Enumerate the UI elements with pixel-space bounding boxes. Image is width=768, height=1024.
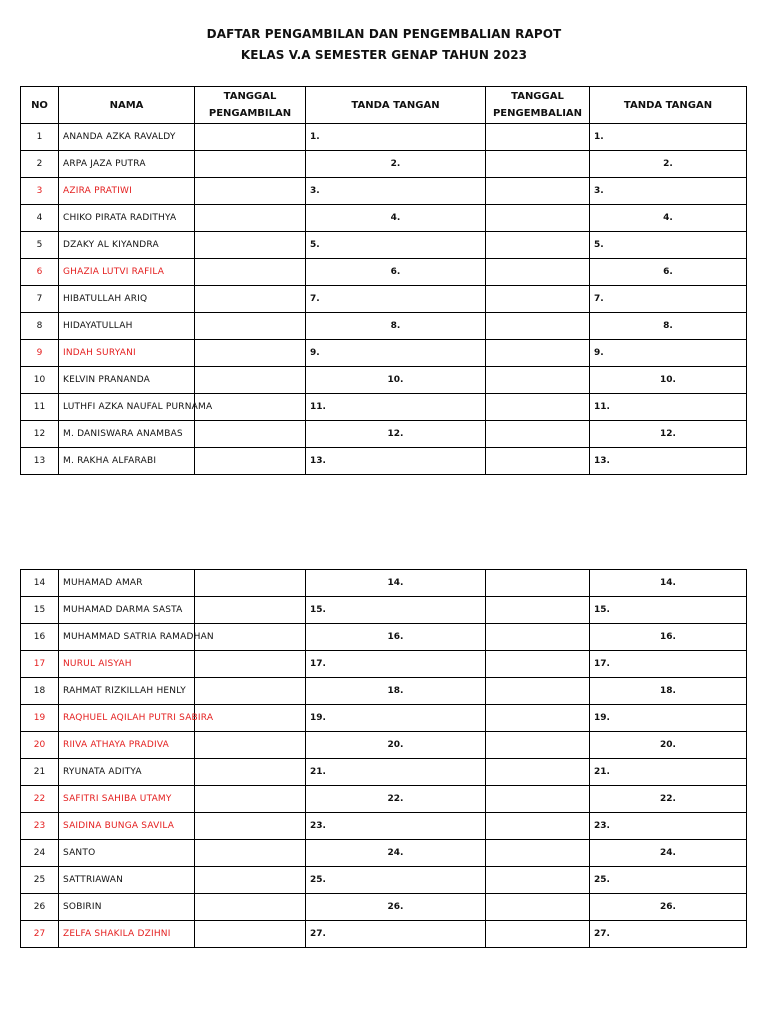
pickup-date-cell: [195, 597, 306, 624]
pickup-signature-cell: 12.: [306, 421, 486, 448]
pickup-signature-cell: 23.: [306, 813, 486, 840]
return-signature-cell: 16.: [590, 624, 747, 651]
table-row: [21, 894, 747, 921]
student-name: DZAKY AL KIYANDRA: [59, 232, 195, 259]
row-number: 19: [21, 705, 59, 732]
return-date-cell: [486, 678, 590, 705]
row-number: 22: [21, 786, 59, 813]
student-name: CHIKO PIRATA RADITHYA: [59, 205, 195, 232]
return-date-cell: [486, 840, 590, 867]
row-number: 3: [21, 178, 59, 205]
return-signature-cell: 23.: [590, 813, 747, 840]
return-signature-cell: 1.: [590, 124, 747, 151]
pickup-signature-cell: 24.: [306, 840, 486, 867]
row-number: 13: [21, 448, 59, 475]
student-name: AZIRA PRATIWI: [59, 178, 195, 205]
pickup-signature-cell: 14.: [306, 570, 486, 597]
return-date-cell: [486, 313, 590, 340]
pickup-signature-cell: 2.: [306, 151, 486, 178]
return-signature-cell: 10.: [590, 367, 747, 394]
student-name: HIBATULLAH ARIQ: [59, 286, 195, 313]
pickup-date-cell: [195, 448, 306, 475]
pickup-signature-cell: 13.: [306, 448, 486, 475]
return-signature-cell: 27.: [590, 921, 747, 948]
pickup-date-cell: [195, 651, 306, 678]
return-signature-cell: 25.: [590, 867, 747, 894]
return-signature-cell: 22.: [590, 786, 747, 813]
header-tanggal-pengembalian: TANGGAL PENGEMBALIAN: [486, 87, 590, 124]
table-row: [21, 259, 747, 286]
pickup-date-cell: [195, 732, 306, 759]
table-row: [21, 570, 747, 597]
pickup-date-cell: [195, 867, 306, 894]
pickup-date-cell: [195, 151, 306, 178]
row-number: 10: [21, 367, 59, 394]
student-name: KELVIN PRANANDA: [59, 367, 195, 394]
return-date-cell: [486, 421, 590, 448]
return-signature-cell: 2.: [590, 151, 747, 178]
pickup-date-cell: [195, 678, 306, 705]
pickup-signature-cell: 3.: [306, 178, 486, 205]
return-signature-cell: 13.: [590, 448, 747, 475]
header-tanda-tangan-pengembalian: TANDA TANGAN: [590, 87, 747, 124]
return-date-cell: [486, 340, 590, 367]
pickup-signature-cell: 18.: [306, 678, 486, 705]
return-date-cell: [486, 286, 590, 313]
row-number: 6: [21, 259, 59, 286]
pickup-signature-cell: 7.: [306, 286, 486, 313]
student-name: M. RAKHA ALFARABI: [59, 448, 195, 475]
document-title: DAFTAR PENGAMBILAN DAN PENGEMBALIAN RAPOT: [206, 27, 562, 41]
row-number: 27: [21, 921, 59, 948]
pickup-signature-cell: 11.: [306, 394, 486, 421]
return-signature-cell: 14.: [590, 570, 747, 597]
return-signature-cell: 5.: [590, 232, 747, 259]
row-number: 9: [21, 340, 59, 367]
return-date-cell: [486, 367, 590, 394]
return-signature-cell: 26.: [590, 894, 747, 921]
pickup-date-cell: [195, 840, 306, 867]
return-date-cell: [486, 624, 590, 651]
return-signature-cell: 11.: [590, 394, 747, 421]
pickup-signature-cell: 19.: [306, 705, 486, 732]
pickup-date-cell: [195, 421, 306, 448]
pickup-signature-cell: 5.: [306, 232, 486, 259]
table-row: [21, 286, 747, 313]
header-tanda-tangan-pengambilan: TANDA TANGAN: [306, 87, 486, 124]
table-row: [21, 421, 747, 448]
row-number: 26: [21, 894, 59, 921]
table-row: [21, 448, 747, 475]
pickup-signature-cell: 15.: [306, 597, 486, 624]
student-name: RAQHUEL AQILAH PUTRI SABIRA: [59, 705, 195, 732]
pickup-date-cell: [195, 894, 306, 921]
pickup-signature-cell: 25.: [306, 867, 486, 894]
row-number: 5: [21, 232, 59, 259]
pickup-signature-cell: 16.: [306, 624, 486, 651]
pickup-date-cell: [195, 124, 306, 151]
student-name: SOBIRIN: [59, 894, 195, 921]
student-name: HIDAYATULLAH: [59, 313, 195, 340]
row-number: 20: [21, 732, 59, 759]
pickup-signature-cell: 9.: [306, 340, 486, 367]
row-number: 4: [21, 205, 59, 232]
return-date-cell: [486, 732, 590, 759]
pickup-date-cell: [195, 313, 306, 340]
table-row: [21, 367, 747, 394]
return-date-cell: [486, 894, 590, 921]
pickup-date-cell: [195, 367, 306, 394]
table-row: [21, 124, 747, 151]
row-number: 12: [21, 421, 59, 448]
pickup-signature-cell: 4.: [306, 205, 486, 232]
return-date-cell: [486, 178, 590, 205]
header-no: NO: [21, 87, 59, 124]
student-name: LUTHFI AZKA NAUFAL PURNAMA: [59, 394, 195, 421]
table-body-part-1: [21, 124, 747, 475]
table-row: [21, 732, 747, 759]
student-name: RIIVA ATHAYA PRADIVA: [59, 732, 195, 759]
table-row: [21, 313, 747, 340]
row-number: 21: [21, 759, 59, 786]
row-number: 25: [21, 867, 59, 894]
pickup-signature-cell: 26.: [306, 894, 486, 921]
pickup-date-cell: [195, 340, 306, 367]
student-name: MUHAMAD DARMA SASTA: [59, 597, 195, 624]
pickup-date-cell: [195, 205, 306, 232]
header-nama: NAMA: [59, 87, 195, 124]
pickup-date-cell: [195, 813, 306, 840]
return-date-cell: [486, 151, 590, 178]
student-name: M. DANISWARA ANAMBAS: [59, 421, 195, 448]
row-number: 17: [21, 651, 59, 678]
return-signature-cell: 6.: [590, 259, 747, 286]
return-signature-cell: 15.: [590, 597, 747, 624]
row-number: 18: [21, 678, 59, 705]
return-date-cell: [486, 651, 590, 678]
attendance-table-part-1: [20, 86, 747, 475]
row-number: 11: [21, 394, 59, 421]
table-row: [21, 813, 747, 840]
pickup-signature-cell: 8.: [306, 313, 486, 340]
table-row: [21, 597, 747, 624]
header-tanggal-pengambilan: TANGGAL PENGAMBILAN: [195, 87, 306, 124]
return-date-cell: [486, 205, 590, 232]
table-row: [21, 624, 747, 651]
table-row: [21, 678, 747, 705]
table-row: [21, 205, 747, 232]
student-name: RYUNATA ADITYA: [59, 759, 195, 786]
student-name: GHAZIA LUTVI RAFILA: [59, 259, 195, 286]
pickup-date-cell: [195, 921, 306, 948]
pickup-signature-cell: 10.: [306, 367, 486, 394]
pickup-date-cell: [195, 178, 306, 205]
return-signature-cell: 21.: [590, 759, 747, 786]
student-name: NURUL AISYAH: [59, 651, 195, 678]
table-row: [21, 232, 747, 259]
return-signature-cell: 3.: [590, 178, 747, 205]
return-signature-cell: 19.: [590, 705, 747, 732]
pickup-date-cell: [195, 232, 306, 259]
student-name: ANANDA AZKA RAVALDY: [59, 124, 195, 151]
return-date-cell: [486, 759, 590, 786]
table-row: [21, 705, 747, 732]
return-signature-cell: 4.: [590, 205, 747, 232]
student-name: SANTO: [59, 840, 195, 867]
row-number: 23: [21, 813, 59, 840]
table-row: [21, 867, 747, 894]
return-date-cell: [486, 867, 590, 894]
return-date-cell: [486, 813, 590, 840]
return-signature-cell: 7.: [590, 286, 747, 313]
attendance-table-part-2: [20, 569, 747, 948]
row-number: 16: [21, 624, 59, 651]
row-number: 24: [21, 840, 59, 867]
pickup-date-cell: [195, 786, 306, 813]
return-signature-cell: 24.: [590, 840, 747, 867]
row-number: 14: [21, 570, 59, 597]
return-date-cell: [486, 921, 590, 948]
student-name: ARPA JAZA PUTRA: [59, 151, 195, 178]
document-subtitle: KELAS V.A SEMESTER GENAP TAHUN 2023: [240, 48, 528, 62]
return-date-cell: [486, 705, 590, 732]
row-number: 2: [21, 151, 59, 178]
table-row: [21, 840, 747, 867]
student-name: RAHMAT RIZKILLAH HENLY: [59, 678, 195, 705]
return-date-cell: [486, 259, 590, 286]
return-date-cell: [486, 570, 590, 597]
pickup-signature-cell: 17.: [306, 651, 486, 678]
pickup-signature-cell: 27.: [306, 921, 486, 948]
return-date-cell: [486, 124, 590, 151]
pickup-signature-cell: 22.: [306, 786, 486, 813]
row-number: 7: [21, 286, 59, 313]
return-signature-cell: 18.: [590, 678, 747, 705]
student-name: MUHAMAD AMAR: [59, 570, 195, 597]
return-signature-cell: 17.: [590, 651, 747, 678]
row-number: 1: [21, 124, 59, 151]
row-number: 8: [21, 313, 59, 340]
return-signature-cell: 9.: [590, 340, 747, 367]
pickup-date-cell: [195, 259, 306, 286]
return-date-cell: [486, 786, 590, 813]
table-row: [21, 786, 747, 813]
student-name: SATTRIAWAN: [59, 867, 195, 894]
table-row: [21, 759, 747, 786]
return-signature-cell: 20.: [590, 732, 747, 759]
table-row: [21, 921, 747, 948]
pickup-signature-cell: 20.: [306, 732, 486, 759]
student-name: ZELFA SHAKILA DZIHNI: [59, 921, 195, 948]
row-number: 15: [21, 597, 59, 624]
pickup-date-cell: [195, 286, 306, 313]
pickup-signature-cell: 21.: [306, 759, 486, 786]
table-body-part-2: [21, 570, 747, 948]
return-date-cell: [486, 448, 590, 475]
table-row: [21, 178, 747, 205]
table-header-row: [21, 87, 747, 124]
pickup-signature-cell: 6.: [306, 259, 486, 286]
return-date-cell: [486, 597, 590, 624]
student-name: SAIDINA BUNGA SAVILA: [59, 813, 195, 840]
student-name: INDAH SURYANI: [59, 340, 195, 367]
return-date-cell: [486, 232, 590, 259]
pickup-date-cell: [195, 570, 306, 597]
student-name: MUHAMMAD SATRIA RAMADHAN: [59, 624, 195, 651]
return-signature-cell: 12.: [590, 421, 747, 448]
table-row: [21, 394, 747, 421]
return-signature-cell: 8.: [590, 313, 747, 340]
table-row: [21, 340, 747, 367]
pickup-signature-cell: 1.: [306, 124, 486, 151]
table-row: [21, 151, 747, 178]
return-date-cell: [486, 394, 590, 421]
pickup-date-cell: [195, 759, 306, 786]
student-name: SAFITRI SAHIBA UTAMY: [59, 786, 195, 813]
table-row: [21, 651, 747, 678]
